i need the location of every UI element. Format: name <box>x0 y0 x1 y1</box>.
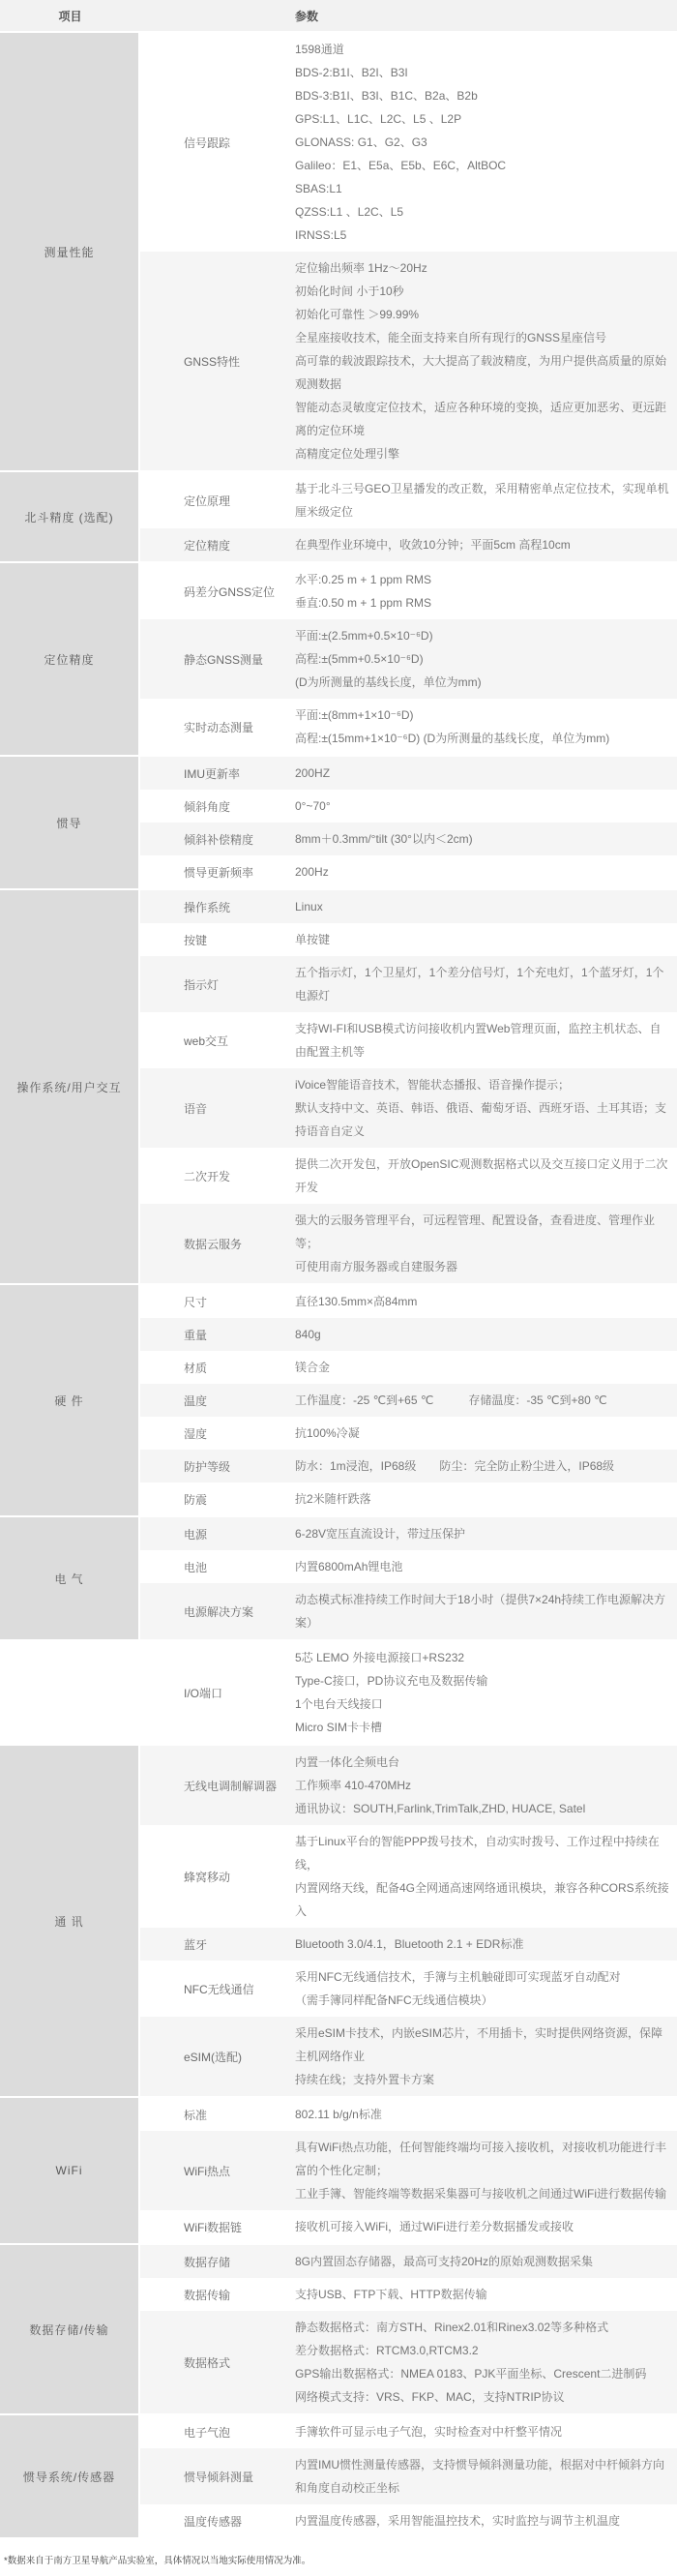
row-item-label: WiFi热点 <box>184 2164 230 2178</box>
row-item-label: 电源解决方案 <box>184 1604 254 1619</box>
spec-row <box>140 1417 677 1450</box>
row-item-label: GNSS特性 <box>184 354 241 369</box>
table-header <box>0 0 677 31</box>
spec-group <box>0 2245 677 2413</box>
row-item-label: NFC无线通信 <box>184 1982 254 1996</box>
row-item-label: 按键 <box>184 933 208 947</box>
group-cell: 电 气 <box>0 1517 138 1639</box>
row-value-line: GLONASS: G1、G2、G3 <box>295 135 427 149</box>
row-value <box>295 1073 677 1143</box>
group-cell: 数据存储/传输 <box>0 2245 138 2413</box>
row-value-line: 0°~70° <box>295 799 331 813</box>
spec-row <box>140 1483 677 1515</box>
row-value-line: 高精度定位处理引擎 <box>295 447 400 461</box>
row-value <box>295 928 677 951</box>
spec-row <box>140 2311 677 2413</box>
row-value-line: 采用eSIM卡技术，内嵌eSIM芯片，不用插卡，实时提供网络资源，保障主机网络作业 <box>295 2026 663 2063</box>
spec-group <box>0 2415 677 2537</box>
row-value-line: 水平:0.25 m + 1 ppm RMS <box>295 573 432 586</box>
row-value-line: 基于Linux平台的智能PPP拨号技术，自动实时拨号、工作过程中持续在线， <box>295 1835 660 1872</box>
row-value <box>295 1454 677 1478</box>
spec-row <box>140 923 677 956</box>
spec-row <box>140 1550 677 1583</box>
row-value <box>295 568 677 614</box>
group-rows <box>140 2415 677 2537</box>
group-cell: 北斗精度 (选配) <box>0 472 138 561</box>
row-item-label: 尺寸 <box>184 1295 208 1309</box>
group-cell: 测量性能 <box>0 33 138 470</box>
group-cell: 惯导 <box>0 757 138 888</box>
row-value <box>295 1555 677 1578</box>
row-value <box>295 2283 677 2306</box>
spec-group <box>0 1641 677 1744</box>
row-value-line: 200HZ <box>295 766 331 780</box>
row-item-label: 电子气泡 <box>184 2425 231 2440</box>
row-item-label: 静态GNSS测量 <box>184 652 264 667</box>
row-value-line: QZSS:L1 、L2C、L5 <box>295 205 404 219</box>
spec-row <box>140 1928 677 1961</box>
row-value-line: 默认支持中文、英语、韩语、俄语、葡萄牙语、西班牙语、土耳其语；支持语音自定义 <box>295 1101 667 1138</box>
row-value-line: GPS输出数据格式：NMEA 0183、PJK平面坐标、Crescent二进制码 <box>295 2367 647 2381</box>
row-value-line: 网络模式支持：VRS、FKP、MAC，支持NTRIP协议 <box>295 2390 565 2404</box>
row-value-line: 抗2米随杆跌落 <box>295 1492 371 1506</box>
spec-group <box>0 1746 677 2096</box>
row-item-label: 数据格式 <box>184 2355 231 2370</box>
row-value-line: Linux <box>295 900 323 914</box>
row-value-line: BDS-3:B1I、B3I、B1C、B2a、B2b <box>295 89 478 103</box>
row-value-line: 5芯 LEMO 外接电源接口+RS232 <box>295 1651 465 1664</box>
spec-group <box>0 1285 677 1515</box>
row-value-line: IRNSS:L5 <box>295 228 347 242</box>
spec-row <box>140 823 677 855</box>
row-value-line: 具有WiFi热点功能，任何智能终端均可接入接收机，对接收机功能进行丰富的个性化定制； <box>295 2141 666 2177</box>
row-value-line: 抗100%冷凝 <box>295 1426 360 1440</box>
row-value-line: 8mm＋0.3mm/°tilt (30°以内＜2cm) <box>295 832 473 846</box>
row-item-label: IMU更新率 <box>184 766 240 781</box>
row-value-line: 防水：1m浸泡，IP68级 防尘：完全防止粉尘进入，IP68级 <box>295 1459 615 1473</box>
spec-row <box>140 699 677 755</box>
row-item-label: 防护等级 <box>184 1459 231 1474</box>
row-value-line: 初始化可靠性 ＞99.99% <box>295 308 420 321</box>
row-item-label: 防震 <box>184 1492 208 1507</box>
group-rows <box>140 1285 677 1515</box>
row-value-line: 全星座接收技术，能全面支持来自所有现行的GNSS星座信号 <box>295 331 607 344</box>
row-value-line: 内置6800mAh锂电池 <box>295 1560 403 1573</box>
group-rows <box>140 1746 677 2096</box>
spec-row <box>140 1318 677 1351</box>
spec-row <box>140 1351 677 1384</box>
header-item-column: 项目 <box>58 9 82 23</box>
row-value-line: Type-C接口，PD协议充电及数据传输 <box>295 1674 488 1688</box>
row-value <box>295 2215 677 2238</box>
row-value-line: 差分数据格式：RTCM3.0,RTCM3.2 <box>295 2344 479 2357</box>
row-item-label: 操作系统 <box>184 900 231 914</box>
spec-row <box>140 855 677 888</box>
row-value-line: （需手簿同样配备NFC无线通信模块） <box>295 1993 493 2007</box>
row-value <box>295 827 677 851</box>
spec-row <box>140 2098 677 2131</box>
row-value-line: 初始化时间 小于10秒 <box>295 285 404 298</box>
row-item-label: 蓝牙 <box>184 1937 208 1952</box>
row-item-label: 电源 <box>184 1527 208 1542</box>
group-cell: 通 讯 <box>0 1746 138 2096</box>
group-rows <box>140 890 677 1283</box>
spec-row <box>140 472 677 528</box>
row-value-line: 手簿软件可显示电子气泡，实时检查对中杆整平情况 <box>295 2425 563 2439</box>
row-value-line: 动态模式标准持续工作时间大于18小时（提供7×24h持续工作电源解决方案） <box>295 1593 666 1630</box>
row-value-line: 1个电台天线接口 <box>295 1697 383 1711</box>
group-cell: 操作系统/用户交互 <box>0 890 138 1283</box>
row-item-label: 定位精度 <box>184 538 231 553</box>
row-value <box>295 256 677 465</box>
row-value <box>295 1209 677 1278</box>
row-value <box>295 1588 677 1634</box>
row-item-label: 实时动态测量 <box>184 720 254 734</box>
row-item-label: 语音 <box>184 1101 208 1116</box>
row-value <box>295 1153 677 1199</box>
row-item-label: 重量 <box>184 1328 208 1342</box>
spec-row <box>140 619 677 699</box>
spec-row <box>140 1148 677 1204</box>
spec-row <box>140 1746 677 1825</box>
spec-row <box>140 790 677 823</box>
row-value-line: 工作频率 410-470MHz <box>295 1779 412 1792</box>
row-value-line: 内置网络天线，配备4G全网通高速网络通讯模块，兼容各种CORS系统接入 <box>295 1881 669 1918</box>
row-value-line: 垂直:0.50 m + 1 ppm RMS <box>295 596 432 610</box>
spec-row <box>140 1285 677 1318</box>
row-item-label: 数据传输 <box>184 2288 231 2302</box>
spec-row <box>140 2017 677 2096</box>
row-value-line: 平面:±(8mm+1×10⁻⁶D) <box>295 708 414 722</box>
row-value <box>295 1487 677 1511</box>
data-source-footnote: *数据来自于南方卫星导航产品实验室，具体情况以当地实际使用情况为准。 <box>4 2556 311 2566</box>
spec-row <box>140 2448 677 2504</box>
row-item-label: 指示灯 <box>184 977 220 992</box>
row-value-line: 高可靠的载波跟踪技术，大大提高了载波精度，为用户提供高质量的原始观测数据 <box>295 354 667 391</box>
row-value <box>295 2509 677 2532</box>
row-value-line: 内置一体化全频电台 <box>295 1755 400 1769</box>
row-value <box>295 1932 677 1956</box>
spec-row <box>140 1068 677 1148</box>
spec-row <box>140 563 677 619</box>
spec-groups <box>0 33 677 2537</box>
spec-row <box>140 1450 677 1483</box>
row-value <box>295 1389 677 1412</box>
row-item-label: 码差分GNSS定位 <box>184 584 276 599</box>
row-value-line: Bluetooth 3.0/4.1，Bluetooth 2.1 + EDR标准 <box>295 1937 524 1951</box>
row-value-line: SBAS:L1 <box>295 182 342 195</box>
spec-row <box>140 1204 677 1283</box>
row-value-line: 智能动态灵敏度定位技术，适应各种环境的变换，适应更加恶劣、更远距离的定位环境 <box>295 401 667 437</box>
row-value <box>295 2316 677 2409</box>
row-value <box>295 1323 677 1346</box>
row-item-label: 倾斜角度 <box>184 799 231 814</box>
spec-group <box>0 890 677 1283</box>
spec-row <box>140 1517 677 1550</box>
row-item-label: 温度 <box>184 1393 208 1408</box>
row-value <box>295 2420 677 2443</box>
row-item-label: eSIM(选配) <box>184 2050 243 2064</box>
group-cell: 硬 件 <box>0 1285 138 1515</box>
row-value-line: 支持WI-FI和USB模式访问接收机内置Web管理页面，监控主机状态、自由配置主机等 <box>295 1022 662 1059</box>
row-value-line: 8G内置固态存储器，最高可支持20Hz的原始观测数据采集 <box>295 2255 594 2268</box>
row-item-label: 蜂窝移动 <box>184 1870 231 1884</box>
spec-group <box>0 33 677 470</box>
row-value-line: 静态数据格式：南方STH、Rinex2.01和Rinex3.02等多种格式 <box>295 2321 609 2334</box>
row-item-label: 信号跟踪 <box>184 135 231 150</box>
row-value <box>295 1751 677 1820</box>
row-value-line: 提供二次开发包，开放OpenSIC观测数据格式以及交互接口定义用于二次开发 <box>295 1157 668 1194</box>
row-value-line: 基于北斗三号GEO卫星播发的改正数，采用精密单点定位技术，实现单机厘米级定位 <box>295 482 669 519</box>
row-item-label: 倾斜补偿精度 <box>184 832 254 847</box>
spec-row <box>140 2131 677 2210</box>
row-value-line: Micro SIM卡卡槽 <box>295 1721 383 1734</box>
spec-row <box>140 2278 677 2311</box>
row-value-line: (D为所测量的基线长度，单位为mm) <box>295 675 482 689</box>
spec-row <box>140 1384 677 1417</box>
row-value <box>295 794 677 818</box>
spec-row <box>140 890 677 923</box>
row-value-line: Galileo：E1、E5a、E5b、E6C，AltBOC <box>295 159 507 172</box>
spec-row <box>140 2210 677 2243</box>
spec-row <box>140 2415 677 2448</box>
row-value-line: 定位输出频率 1Hz～20Hz <box>295 261 427 275</box>
row-value <box>295 1965 677 2012</box>
row-value-line: GPS:L1、L1C、L2C、L5 、L2P <box>295 112 462 126</box>
row-item-label: 惯导更新频率 <box>184 865 254 880</box>
spec-group <box>0 2098 677 2243</box>
group-rows <box>140 757 677 888</box>
row-value-line: 可使用南方服务器或自建服务器 <box>295 1260 458 1273</box>
row-value-line: BDS-2:B1I、B2I、B3I <box>295 66 408 79</box>
spec-group <box>0 472 677 561</box>
row-value <box>295 1356 677 1379</box>
group-rows <box>140 1641 677 1744</box>
row-value <box>295 2103 677 2126</box>
group-cell: WiFi <box>0 2098 138 2243</box>
spec-group <box>0 563 677 755</box>
spec-row <box>140 252 677 470</box>
row-value-line: 内置温度传感器，采用智能温控技术，实时监控与调节主机温度 <box>295 2514 621 2528</box>
spec-row <box>140 956 677 1012</box>
row-value-line: 单按键 <box>295 933 331 946</box>
row-item-label: 无线电调制解调器 <box>184 1779 278 1793</box>
row-item-label: 数据云服务 <box>184 1237 243 1251</box>
row-value-line: 802.11 b/g/n标准 <box>295 2108 382 2121</box>
row-value-line: 200Hz <box>295 865 329 879</box>
row-value-line: 840g <box>295 1328 321 1341</box>
group-rows <box>140 1517 677 1639</box>
row-value-line: 工业手簿、智能终端等数据采集器可与接收机之间通过WiFi进行数据传输 <box>295 2187 666 2201</box>
group-rows <box>140 33 677 470</box>
row-item-label: 电池 <box>184 1560 208 1574</box>
row-value-line: 支持USB、FTP下载、HTTP数据传输 <box>295 2288 487 2301</box>
row-value <box>295 895 677 918</box>
group-rows <box>140 563 677 755</box>
row-value-line: 持续在线；支持外置卡方案 <box>295 2073 435 2086</box>
row-value <box>295 1290 677 1313</box>
row-value <box>295 624 677 694</box>
spec-row <box>140 1825 677 1928</box>
row-item-label: 惯导倾斜测量 <box>184 2470 254 2484</box>
spec-row <box>140 2245 677 2278</box>
row-item-label: 定位原理 <box>184 494 231 508</box>
spec-group <box>0 757 677 888</box>
group-cell: 惯导系统/传感器 <box>0 2415 138 2537</box>
row-item-label: 标准 <box>184 2108 208 2122</box>
row-item-label: 数据存储 <box>184 2255 231 2269</box>
row-value <box>295 762 677 785</box>
row-value <box>295 704 677 750</box>
row-value-line: 采用NFC无线通信技术，手簿与主机触碰即可实现蓝牙自动配对 <box>295 1970 621 1984</box>
row-value-line: 高程:±(5mm+0.5×10⁻⁶D) <box>295 652 424 666</box>
row-value-line: 通讯协议：SOUTH,Farlink,TrimTalk,ZHD, HUACE, Satel <box>295 1802 586 1815</box>
row-value <box>295 1522 677 1545</box>
row-item-label: 材质 <box>184 1361 208 1375</box>
spec-row <box>140 1961 677 2017</box>
row-value <box>295 477 677 524</box>
row-item-label: 湿度 <box>184 1426 208 1441</box>
row-value <box>295 2022 677 2091</box>
spec-row <box>140 528 677 561</box>
spec-row <box>140 33 677 252</box>
group-cell: 定位精度 <box>0 563 138 755</box>
row-value <box>295 1017 677 1063</box>
row-item-label: 二次开发 <box>184 1169 231 1183</box>
row-value-line: 高程:±(15mm+1×10⁻⁶D) (D为所测量的基线长度，单位为mm) <box>295 732 610 745</box>
row-value-line: 直径130.5mm×高84mm <box>295 1295 418 1308</box>
row-item-label: web交互 <box>184 1033 229 1048</box>
row-value-line: 强大的云服务管理平台，可远程管理、配置设备，查看进度、管理作业等； <box>295 1213 656 1250</box>
spec-row <box>140 757 677 790</box>
row-value <box>295 38 677 247</box>
row-item-label: I/O端口 <box>184 1686 223 1700</box>
row-value-line: iVoice智能语音技术，智能状态播报、语音操作提示； <box>295 1078 571 1092</box>
row-value-line: 平面:±(2.5mm+0.5×10⁻⁶D) <box>295 629 433 643</box>
header-param-column: 参数 <box>295 9 319 23</box>
row-value <box>295 533 677 556</box>
spec-row <box>140 1641 677 1744</box>
row-value <box>295 1422 677 1445</box>
group-cell <box>0 1641 138 1744</box>
row-value-line: 镁合金 <box>295 1361 331 1374</box>
spec-row <box>140 1012 677 1068</box>
row-value <box>295 1830 677 1923</box>
row-value <box>295 2136 677 2205</box>
group-rows <box>140 472 677 561</box>
row-value-line: 五个指示灯，1个卫星灯，1个差分信号灯，1个充电灯，1个蓝牙灯，1个电源灯 <box>295 966 664 1003</box>
spec-row <box>140 1583 677 1639</box>
group-rows <box>140 2098 677 2243</box>
spec-row <box>140 2504 677 2537</box>
row-value-line: 1598通道 <box>295 43 344 56</box>
row-value-line: 在典型作业环境中，收敛10分钟；平面5cm 高程10cm <box>295 538 571 552</box>
row-value <box>295 1646 677 1739</box>
row-value-line: 内置IMU惯性测量传感器，支持惯导倾斜测量功能，根据对中杆倾斜方向和角度自动校正坐标 <box>295 2458 664 2495</box>
row-item-label: 温度传感器 <box>184 2514 243 2529</box>
row-value-line: 6-28V宽压直流设计，带过压保护 <box>295 1527 466 1541</box>
row-value-line: 接收机可接入WiFi，通过WiFi进行差分数据播发或接收 <box>295 2220 574 2233</box>
row-value <box>295 2250 677 2273</box>
row-value <box>295 2453 677 2500</box>
group-rows <box>140 2245 677 2413</box>
row-value-line: 工作温度：-25 ℃到+65 ℃ 存储温度：-35 ℃到+80 ℃ <box>295 1393 607 1407</box>
row-item-label: WiFi数据链 <box>184 2220 242 2234</box>
row-value <box>295 961 677 1007</box>
row-value <box>295 860 677 884</box>
spec-group <box>0 1517 677 1639</box>
